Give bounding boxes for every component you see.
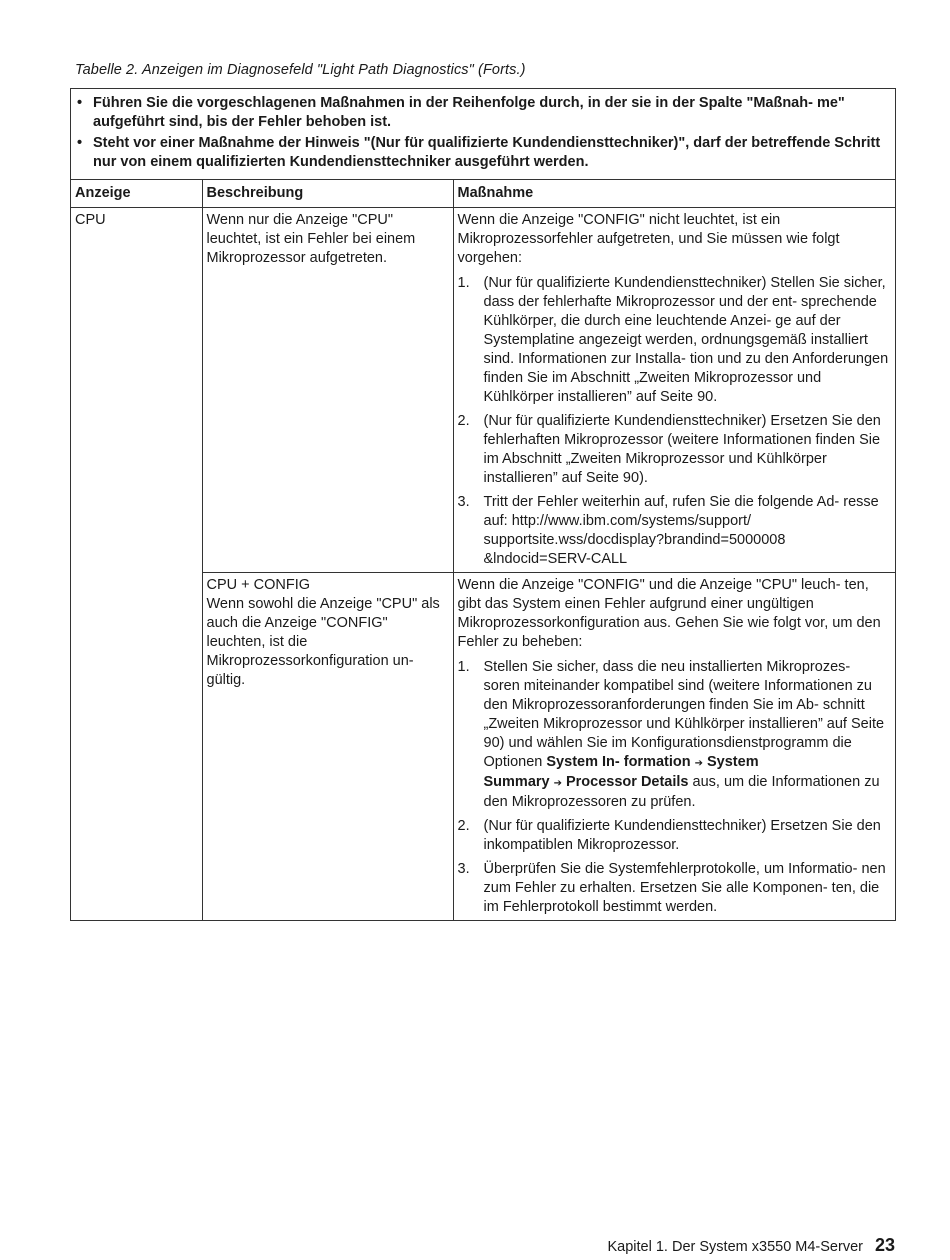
diagnostics-table [70, 88, 896, 921]
header-massnahme: Maßnahme [453, 180, 895, 208]
bullet-icon: • [77, 135, 83, 151]
table-header-row [71, 180, 895, 208]
menu-path-item: Processor Details [565, 774, 689, 790]
list-item [458, 658, 891, 812]
massnahme-cell [453, 573, 895, 921]
list-item [458, 412, 891, 488]
massnahme-cell [453, 208, 895, 573]
steps-list [458, 658, 891, 917]
table-caption: Tabelle 2. Anzeigen im Diagnosefeld "Light Path Diagnostics" (Forts.) [75, 62, 526, 78]
step-text: (Nur für qualifizierte Kundendiensttechniker) Ersetzen Sie den fehlerhaften Mikroprozessor (weitere Informationen finden Sie im Abschnitt „Zweiten Mikroprozessor und Kühlkörper installieren” auf Seite 90). [483, 413, 881, 486]
header-beschreibung: Beschreibung [202, 180, 453, 208]
step-text-part: aus, um die Informationen zu den Mikroprozessoren zu prüfen. [483, 774, 880, 810]
chapter-title: Kapitel 1. Der System x3550 M4-Server [607, 1239, 863, 1255]
beschreibung-text: Wenn sowohl die Anzeige "CPU" als auch die Anzeige "CONFIG" leuchten, ist die Mikroprozessorkonfiguration un- gültig. [206, 596, 440, 688]
note-text: Führen Sie die vorgeschlagenen Maßnahmen in der Reihenfolge durch, in der sie in der Spalte "Maßnah- me" aufgeführt sind, bis der Fehler behoben ist. [93, 95, 845, 130]
table-notes [71, 89, 895, 180]
massnahme-intro: Wenn die Anzeige "CONFIG" und die Anzeige "CPU" leuch- ten, gibt das System einen Fehler aufgrund einer ungültigen Mikroprozessorkonfiguration aus. Gehen Sie wie folgt vor, um den Fehler zu beheben: [457, 577, 881, 650]
step-number: 3. [457, 494, 470, 510]
list-item [458, 274, 891, 407]
beschreibung-cell [202, 573, 453, 921]
table-row [71, 208, 895, 573]
steps-list [458, 274, 891, 569]
note-item [75, 134, 889, 172]
step-text: Tritt der Fehler weiterhin auf, rufen Sie die folgende Ad- resse auf: http://www.ibm.com/systems/support/ supportsite.wss/docdisplay?brandind=5000008 &lndocid=SERV-CALL [483, 494, 879, 567]
page-footer [608, 1235, 896, 1256]
step-text: (Nur für qualifizierte Kundendiensttechniker) Stellen Sie sicher, dass der fehlerhafte Mikroprozessor und der ent- sprechende Kühlkörper, die durch eine leuchtende Anzei- ge auf der Systemplatine angezeigt werden, ordnungsgemäß installiert sind. Informationen zur Installa- tion und zu den Anforderungen finden Sie im Abschnitt „Zweiten Mikroprozessor und Kühlkörper installieren” auf Seite 90. [483, 275, 889, 405]
list-item [458, 493, 891, 569]
step-number: 1. [457, 659, 470, 675]
anzeige-cell: CPU [71, 208, 202, 921]
beschreibung-cell [202, 208, 453, 573]
beschreibung-text: Wenn nur die Anzeige "CPU" leuchtet, ist ein Fehler bei einem Mikroprozessor aufgetreten. [206, 212, 416, 266]
diagnostics-grid [71, 180, 895, 920]
step-number: 2. [457, 818, 470, 834]
note-item [75, 94, 889, 132]
menu-path-item: System In- formation [546, 754, 691, 770]
list-item [458, 860, 891, 917]
step-number: 3. [457, 861, 470, 877]
step-text: Überprüfen Sie die Systemfehlerprotokolle, um Informatio- nen zum Fehler zu erhalten. Ersetzen Sie alle Komponen- ten, die im Fehlerprotokoll bestimmt werden. [483, 861, 886, 915]
page-number: 23 [874, 1235, 895, 1255]
beschreibung-title: CPU + CONFIG [206, 577, 311, 593]
bullet-icon: • [77, 95, 83, 111]
step-text: (Nur für qualifizierte Kundendiensttechniker) Ersetzen Sie den inkompatiblen Mikroprozessor. [483, 818, 881, 853]
step-number: 2. [457, 413, 470, 429]
arrow-icon: ➔ [553, 778, 562, 789]
note-text: Steht vor einer Maßnahme der Hinweis "(Nur für qualifizierte Kundendiensttechniker)", darf der betreffende Schritt nur von einem qualifizierten Kundendiensttechniker ausgeführt werden. [93, 135, 881, 170]
step-text [484, 659, 885, 810]
arrow-icon: ➔ [694, 758, 703, 769]
step-text-part: Stellen Sie sicher, dass die neu installierten Mikroprozes- soren miteinander kompatibel sind (weitere Informationen zu den Mikroprozessoranforderungen finden Sie im Ab- schnitt „Zweiten Mikroprozessor und Kühlkörper installieren” auf Seite 90) und wählen Sie im Konfigurationsdienstprogramm die Optionen [483, 659, 885, 770]
massnahme-intro: Wenn die Anzeige "CONFIG" nicht leuchtet, ist ein Mikroprozessorfehler aufgetreten, und Sie müssen wie folgt vorgehen: [457, 212, 840, 266]
list-item [458, 817, 891, 855]
menu-path-item: System Summary [483, 754, 759, 790]
step-number: 1. [457, 275, 470, 291]
header-anzeige: Anzeige [71, 180, 202, 208]
